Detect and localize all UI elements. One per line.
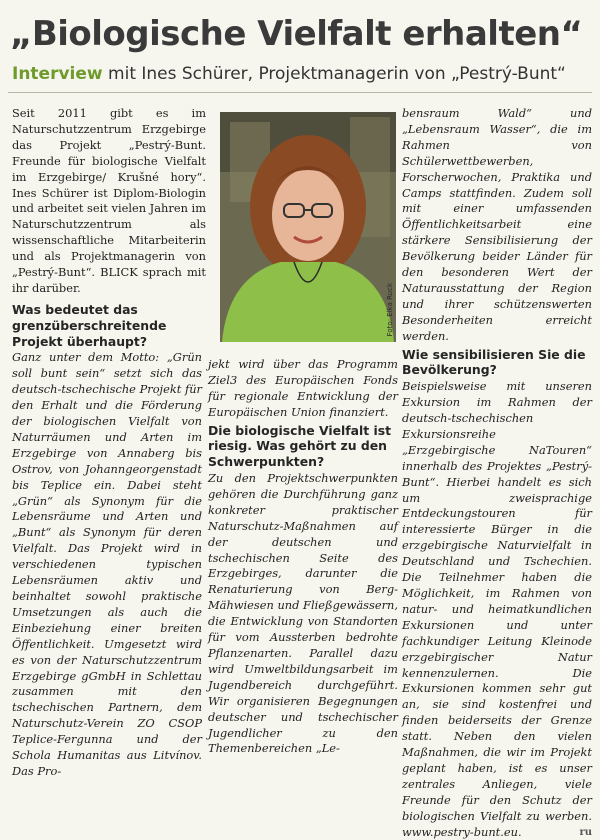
author-signature: ru [579,826,592,838]
column-1 [12,300,202,780]
answer-1-text: Ganz unter dem Motto: „Grün soll bunt sein“ setzt sich das deutsch-tschechische Projekt für den Erhalt und die Förderung der biologischen Vielfalt von Naturräumen und Arten im Erzgebirge von Annaberg bis Ostrov, von Johanngeorgenstadt bis Teplice ein. Dabei steht „Grün“ als Synonym für die Lebensräume und Arten und „Bunt“ als Synonym für deren Vielfalt. Das Projekt wird in verschiedenen typischen Lebensräumen aktiv und beinhaltet sowohl praktische Umsetzungen als auch die Einbeziehung einer breiten Öffentlichkeit. Umgesetzt wird es von der Naturschutzzentrum Erzgebirge gGmbH in Schlettau zusammen mit den tschechischen Partnern, dem Naturschutz-Verein ZO CSOP Teplice-Fergunna und der Schola Humanitas aus Litvínov. Das Pro- [12,350,202,778]
headline: „Biologische Vielfalt erhalten“ [10,14,583,54]
answer-3-body: Beispielsweise mit unseren Exkursion im Rahmen der deutsch-tschechischen Exkursionsreihe „Erzgebirgische NaTouren“ innerhalb des Projektes „Pestrý-Bunt“. Hierbei handelt es sich um zweisprachige Entdeckungstouren für interessierte Bürger in die erzgebirgische Naturvielfalt in Deutschland und Tschechien. Die Teilnehmer haben die Möglichkeit, im Rahmen von natur- und heimatkundlichen Exkursionen und unter fachkundiger Leitung Kleinode erzgebirgischer Natur kennenzulernen. Die Exkursionen kommen sehr gut an, sie sind kostenfrei und finden beiderseits der Grenze statt. Neben den vielen Maßnahmen, die wir im Projekt geplant haben, ist es unser zentrales Anliegen, viele Freunde für den Schutz der biologischen Vielfalt zu werben. www.pestry-bunt.eu. [402,379,592,839]
answer-2-text: Zu den Projektschwerpunkten gehören die Durchführung ganz konkreter praktischer Naturschutz-Maßnahmen auf der deutschen und tschechischen Seite des Erzgebirges, darunter die Renaturierung von Berg-Mähwiesen und Fließgewässern, die Entwicklung von Standorten für vom Aussterben bedrohte Pflanzenarten. Parallel dazu wird Umweltbildungsarbeit im Jugendbereich durchgeführt. Wir organisieren Begegnungen deutscher und tschechischer Jugendlicher zu den Themenbereichen „Le- [208,471,398,756]
portrait-illustration [220,112,396,342]
intro-paragraph: Seit 2011 gibt es im Naturschutzzentrum Erzgebirge das Projekt „Pestrý-Bunt. Freunde für biologische Vielfalt im Erzgebirge/ Krušné hory“. Ines Schürer ist Diplom-Biologin und arbeitet seit vielen Jahren im Naturschutzzentrum als wissenschaftliche Mitarbeiterin und als Projektmanagerin von „Pestrý-Bunt“. BLICK sprach mit ihr darüber. [12,106,206,295]
intro-column [12,106,206,297]
answer-1-continuation: jekt wird über das Programm Ziel3 des Europäischen Fonds für regionale Entwicklung der Europäischen Union finanziert. [208,357,398,419]
question-1: Was bedeutet das grenzüberschreitende Projekt überhaupt? [12,302,167,349]
photo-credit: Foto: Elka Ruck [386,282,394,336]
header-divider [8,92,592,93]
kicker-interview: Interview [12,64,103,84]
column-3 [402,106,592,840]
column-2 [208,357,398,757]
answer-3-text [402,379,592,840]
portrait-photo [220,112,396,342]
subline-text: mit Ines Schürer, Projektmanagerin von „Pestrý-Bunt“ [108,64,566,84]
answer-2-continuation: bensraum Wald“ und „Lebensraum Wasser“, die im Rahmen von Schülerwettbewerben, Forscherwochen, Praktika und Camps stattfinden. Zudem soll mit einer umfassenden Öffentlichkeitsarbeit eine stärkere Sensibilisierung der Bevölkerung beider Länder für den besonderen Wert der Naturausstattung der Region und ihrer schützenswerten Besonderheiten erreicht werden. [402,106,592,343]
subline [12,64,566,84]
question-2: Die biologische Vielfalt ist riesig. Was gehört zu den Schwerpunkten? [208,422,392,470]
question-3: Wie sensibilisieren Sie die Bevölkerung? [402,346,586,378]
